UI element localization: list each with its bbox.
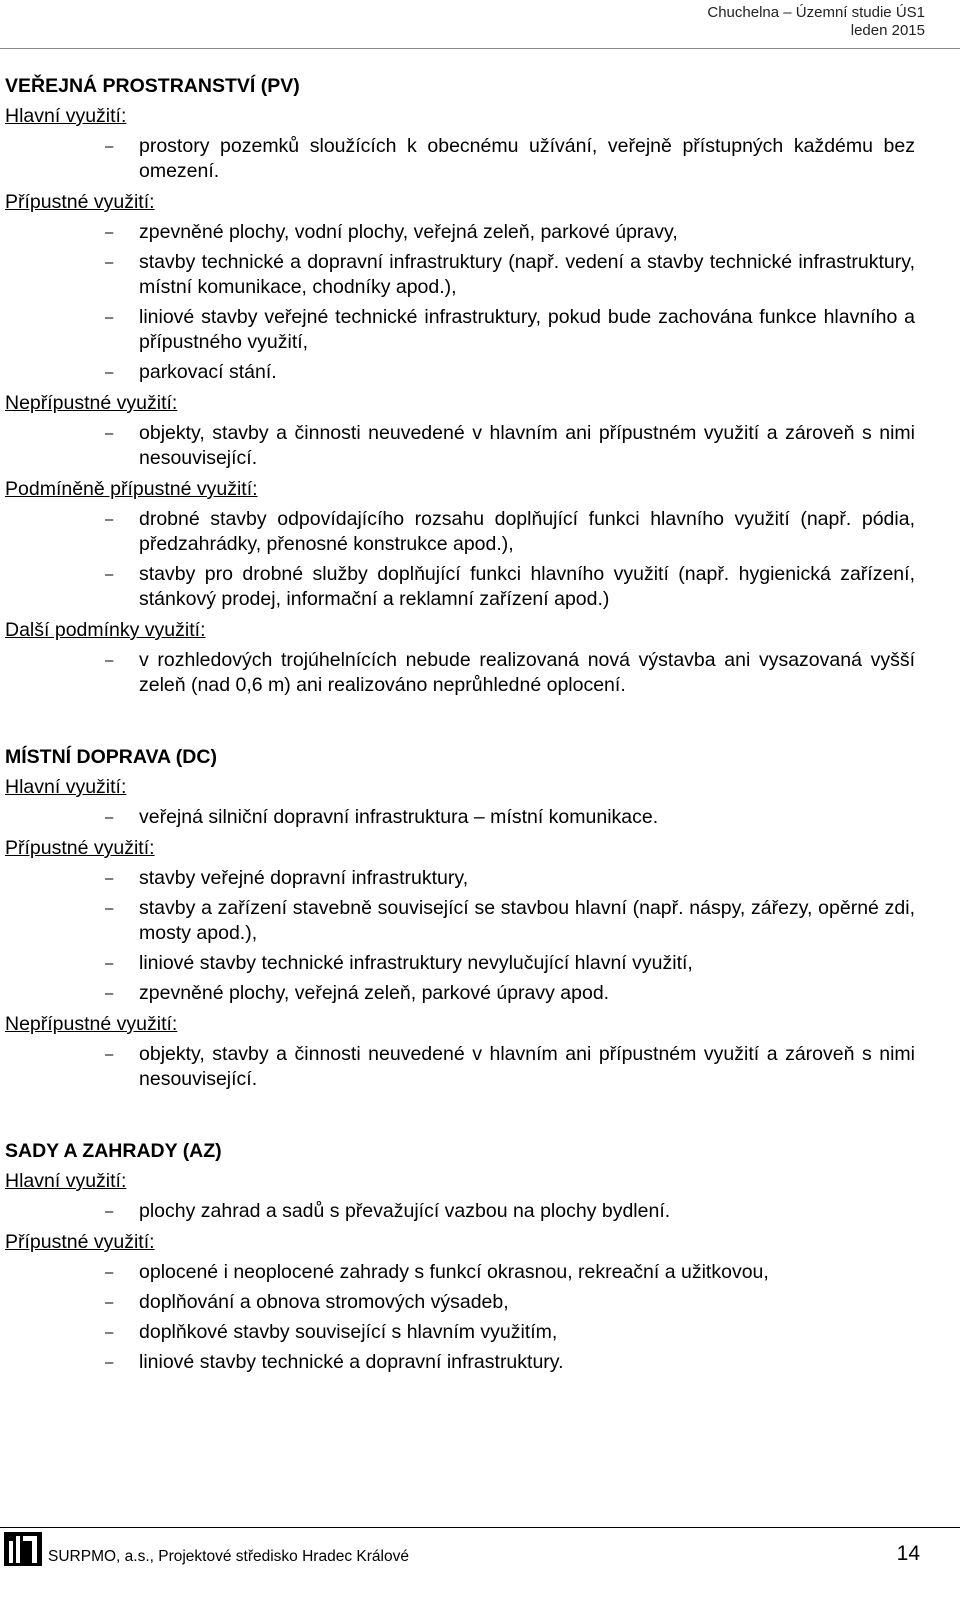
list-item-text: zpevněné plochy, veřejná zeleň, parkové úpravy apod.: [139, 982, 610, 1004]
page-header: [707, 4, 925, 40]
dash-bullet-icon: –: [105, 364, 114, 381]
dash-bullet-icon: –: [105, 138, 114, 155]
list-item-text: objekty, stavby a činnosti neuvedené v hlavním ani přípustném využití a zároveň s nimi nesouvisející.: [139, 1043, 915, 1090]
list-item: [5, 1042, 915, 1092]
bullet-list: [5, 866, 915, 1006]
bullet-list: [5, 1199, 915, 1224]
header-divider: [0, 48, 960, 49]
dash-bullet-icon: –: [105, 1354, 114, 1371]
list-item-text: objekty, stavby a činnosti neuvedené v hlavním ani přípustném využití a zároveň s nimi nesouvisející.: [139, 422, 915, 469]
list-item: [5, 360, 915, 385]
list-item-text: liniové stavby veřejné technické infrastruktury, pokud bude zachována funkce hlavního a přípustného využití,: [139, 306, 915, 353]
list-item-text: stavby veřejné dopravní infrastruktury,: [139, 867, 469, 889]
list-item-text: doplňkové stavby související s hlavním využitím,: [139, 1321, 558, 1343]
group-label-pripustne-vyuziti: Přípustné využití:: [5, 837, 155, 859]
dash-bullet-icon: –: [105, 900, 114, 917]
list-item-text: doplňování a obnova stromových výsadeb,: [139, 1291, 509, 1313]
section-mistni-doprava-dc: [5, 745, 915, 1092]
list-item: [5, 1260, 915, 1285]
list-item-text: stavby pro drobné služby doplňující funkci hlavního využití (např. hygienická zařízení, stánkový prodej, informační a reklamní zařízení apod.): [139, 563, 915, 610]
list-item: [5, 981, 915, 1006]
section-sady-a-zahrady-az: [5, 1139, 915, 1375]
list-item-text: prostory pozemků sloužících k obecnému užívání, veřejně přístupných každému bez omezení.: [139, 135, 915, 182]
group-label-podminene-pripustne-vyuziti: Podmíněně přípustné využití:: [5, 478, 258, 500]
dash-bullet-icon: –: [105, 309, 114, 326]
document-title: Chuchelna – Územní studie ÚS1: [707, 4, 925, 21]
dash-bullet-icon: –: [105, 1264, 114, 1281]
list-item-text: plochy zahrad a sadů s převažující vazbou na plochy bydlení.: [139, 1200, 671, 1222]
list-item: [5, 250, 915, 300]
list-item-text: v rozhledových trojúhelnících nebude realizovaná nová výstavba ani vysazovaná vyšší zeleň (nad 0,6 m) ani realizováno neprůhledné oplocení.: [139, 649, 915, 696]
list-item: [5, 896, 915, 946]
list-item-text: stavby a zařízení stavebně související se stavbou hlavní (např. náspy, zářezy, opěrné zdi, mosty apod.),: [139, 897, 915, 944]
bullet-list: [5, 805, 915, 830]
list-item-text: liniové stavby technické infrastruktury nevylučující hlavní využití,: [139, 952, 693, 974]
list-item: [5, 220, 915, 245]
bullet-list: [5, 507, 915, 612]
list-item: [5, 648, 915, 698]
surpmo-logo-icon: [4, 1532, 42, 1566]
list-item-text: stavby technické a dopravní infrastruktury (např. vedení a stavby technické infrastruktury, místní komunikace, chodníky apod.),: [139, 251, 915, 298]
dash-bullet-icon: –: [105, 224, 114, 241]
group-label-pripustne-vyuziti: Přípustné využití:: [5, 1231, 155, 1253]
bullet-list: [5, 1042, 915, 1092]
dash-bullet-icon: –: [105, 425, 114, 442]
list-item: [5, 305, 915, 355]
section-verejna-prostranstvi-pv: [5, 74, 915, 698]
list-item: [5, 1290, 915, 1315]
dash-bullet-icon: –: [105, 254, 114, 271]
list-item-text: veřejná silniční dopravní infrastruktura – místní komunikace.: [139, 806, 659, 828]
list-item: [5, 562, 915, 612]
page-number: 14: [896, 1542, 920, 1565]
group-label-pripustne-vyuziti: Přípustné využití:: [5, 191, 155, 213]
bullet-list: [5, 1260, 915, 1375]
dash-bullet-icon: –: [105, 652, 114, 669]
dash-bullet-icon: –: [105, 1294, 114, 1311]
dash-bullet-icon: –: [105, 511, 114, 528]
bullet-list: [5, 134, 915, 184]
list-item: [5, 134, 915, 184]
list-item: [5, 805, 915, 830]
list-item-text: drobné stavby odpovídajícího rozsahu doplňující funkci hlavního využití (např. pódia, předzahrádky, přenosné konstrukce apod.),: [139, 508, 915, 555]
section-title: SADY A ZAHRADY (AZ): [5, 1140, 222, 1162]
list-item-text: zpevněné plochy, vodní plochy, veřejná zeleň, parkové úpravy,: [139, 221, 678, 243]
footer-divider: [0, 1527, 960, 1528]
group-label-dalsi-podminky-vyuziti: Další podmínky využití:: [5, 619, 206, 641]
dash-bullet-icon: –: [105, 1203, 114, 1220]
dash-bullet-icon: –: [105, 809, 114, 826]
dash-bullet-icon: –: [105, 1046, 114, 1063]
list-item-text: oplocené i neoplocené zahrady s funkcí okrasnou, rekreační a užitkovou,: [139, 1261, 769, 1283]
bullet-list: [5, 421, 915, 471]
group-label-hlavni-vyuziti: Hlavní využití:: [5, 1170, 127, 1192]
dash-bullet-icon: –: [105, 566, 114, 583]
list-item: [5, 866, 915, 891]
list-item: [5, 1320, 915, 1345]
dash-bullet-icon: –: [105, 985, 114, 1002]
list-item-text: parkovací stání.: [139, 361, 277, 383]
dash-bullet-icon: –: [105, 955, 114, 972]
bullet-list: [5, 648, 915, 698]
footer-company: SURPMO, a.s., Projektové středisko Hradec Králové: [48, 1548, 409, 1565]
group-label-hlavni-vyuziti: Hlavní využití:: [5, 776, 127, 798]
group-label-nepripustne-vyuziti: Nepřípustné využití:: [5, 392, 178, 414]
bullet-list: [5, 220, 915, 385]
list-item: [5, 507, 915, 557]
list-item: [5, 1199, 915, 1224]
group-label-hlavni-vyuziti: Hlavní využití:: [5, 105, 127, 127]
list-item: [5, 1350, 915, 1375]
list-item-text: liniové stavby technické a dopravní infrastruktury.: [139, 1351, 564, 1373]
dash-bullet-icon: –: [105, 1324, 114, 1341]
document-body: [5, 74, 915, 1381]
page-footer: [4, 1532, 920, 1568]
section-title: VEŘEJNÁ PROSTRANSTVÍ (PV): [5, 75, 300, 97]
dash-bullet-icon: –: [105, 870, 114, 887]
group-label-nepripustne-vyuziti: Nepřípustné využití:: [5, 1013, 178, 1035]
document-date: leden 2015: [850, 22, 925, 39]
list-item: [5, 951, 915, 976]
list-item: [5, 421, 915, 471]
section-title: MÍSTNÍ DOPRAVA (DC): [5, 746, 217, 768]
